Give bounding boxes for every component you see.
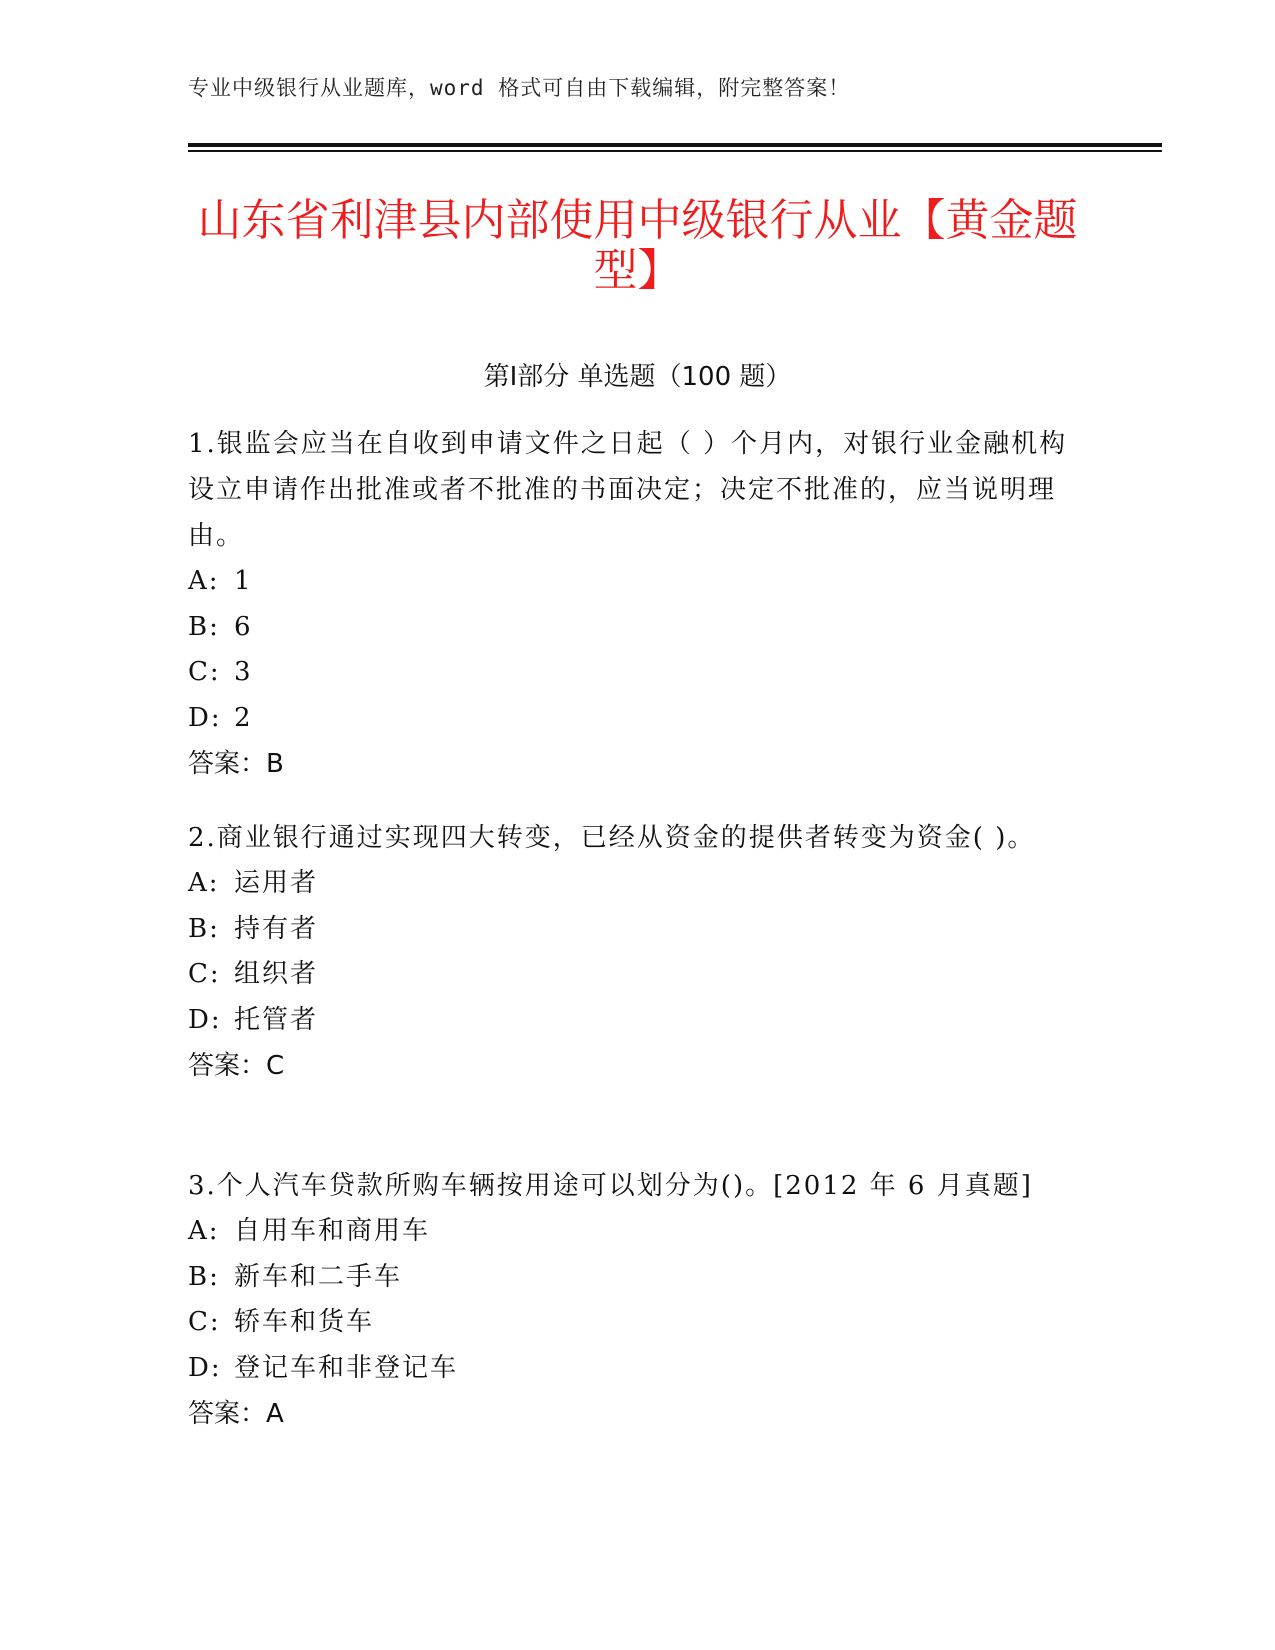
option-letter: B: — [188, 1261, 220, 1292]
document-title: 山东省利津县内部使用中级银行从业【黄金题型】 — [197, 195, 1078, 296]
option-text: 登记车和非登记车 — [234, 1352, 459, 1383]
option-letter: B: — [188, 611, 220, 642]
option-letter: A: — [188, 868, 220, 898]
section-title: 第Ⅰ部分 单选题（100 题） — [483, 362, 792, 392]
option-letter: A: — [188, 566, 220, 596]
option-text: 持有者 — [234, 913, 319, 944]
header-rule-thin — [188, 150, 1162, 152]
option-letter: C: — [188, 657, 221, 687]
option-a — [188, 559, 1088, 605]
option-b — [188, 605, 1088, 651]
option-a — [188, 1209, 1088, 1255]
option-c — [188, 952, 1088, 998]
option-letter: D: — [188, 1004, 222, 1035]
option-text: 组织者 — [234, 959, 319, 989]
option-letter: B: — [188, 913, 220, 944]
option-letter: C: — [188, 1307, 221, 1337]
option-text: 1 — [234, 566, 253, 596]
option-letter: D: — [188, 1352, 222, 1383]
header-rule-thick — [188, 143, 1162, 147]
option-d — [188, 1346, 1088, 1392]
option-d — [188, 998, 1088, 1044]
option-letter: D: — [188, 702, 222, 733]
question-stem: 1.银监会应当在自收到申请文件之日起（ ）个月内，对银行业金融机构设立申请作出批准或者不批准的书面决定；决定不批准的，应当说明理由。 — [188, 429, 1068, 551]
option-letter: A: — [188, 1216, 220, 1246]
option-text: 2 — [234, 702, 253, 733]
option-a — [188, 861, 1088, 907]
answer: 答案：A — [188, 1399, 284, 1429]
option-text: 轿车和货车 — [234, 1307, 375, 1337]
option-text: 6 — [234, 611, 253, 642]
question-3 — [188, 1163, 1088, 1437]
option-letter: C: — [188, 959, 221, 989]
option-text: 3 — [234, 657, 253, 687]
option-b — [188, 1255, 1088, 1301]
question-2 — [188, 815, 1088, 1089]
option-text: 自用车和商用车 — [234, 1216, 431, 1246]
header-note: 专业中级银行从业题库，word 格式可自由下载编辑，附完整答案！ — [188, 76, 851, 100]
option-d — [188, 696, 1088, 742]
answer: 答案：B — [188, 749, 284, 779]
question-stem: 2.商业银行通过实现四大转变，已经从资金的提供者转变为资金( )。 — [188, 823, 1036, 853]
option-c — [188, 650, 1088, 696]
question-1 — [188, 421, 1088, 787]
option-text: 新车和二手车 — [234, 1261, 403, 1292]
option-text: 托管者 — [234, 1004, 319, 1035]
option-c — [188, 1300, 1088, 1346]
question-stem: 3.个人汽车贷款所购车辆按用途可以划分为()。[2012 年 6 月真题] — [188, 1171, 1033, 1201]
option-text: 运用者 — [234, 868, 319, 898]
option-b — [188, 907, 1088, 953]
answer: 答案：C — [188, 1051, 285, 1081]
